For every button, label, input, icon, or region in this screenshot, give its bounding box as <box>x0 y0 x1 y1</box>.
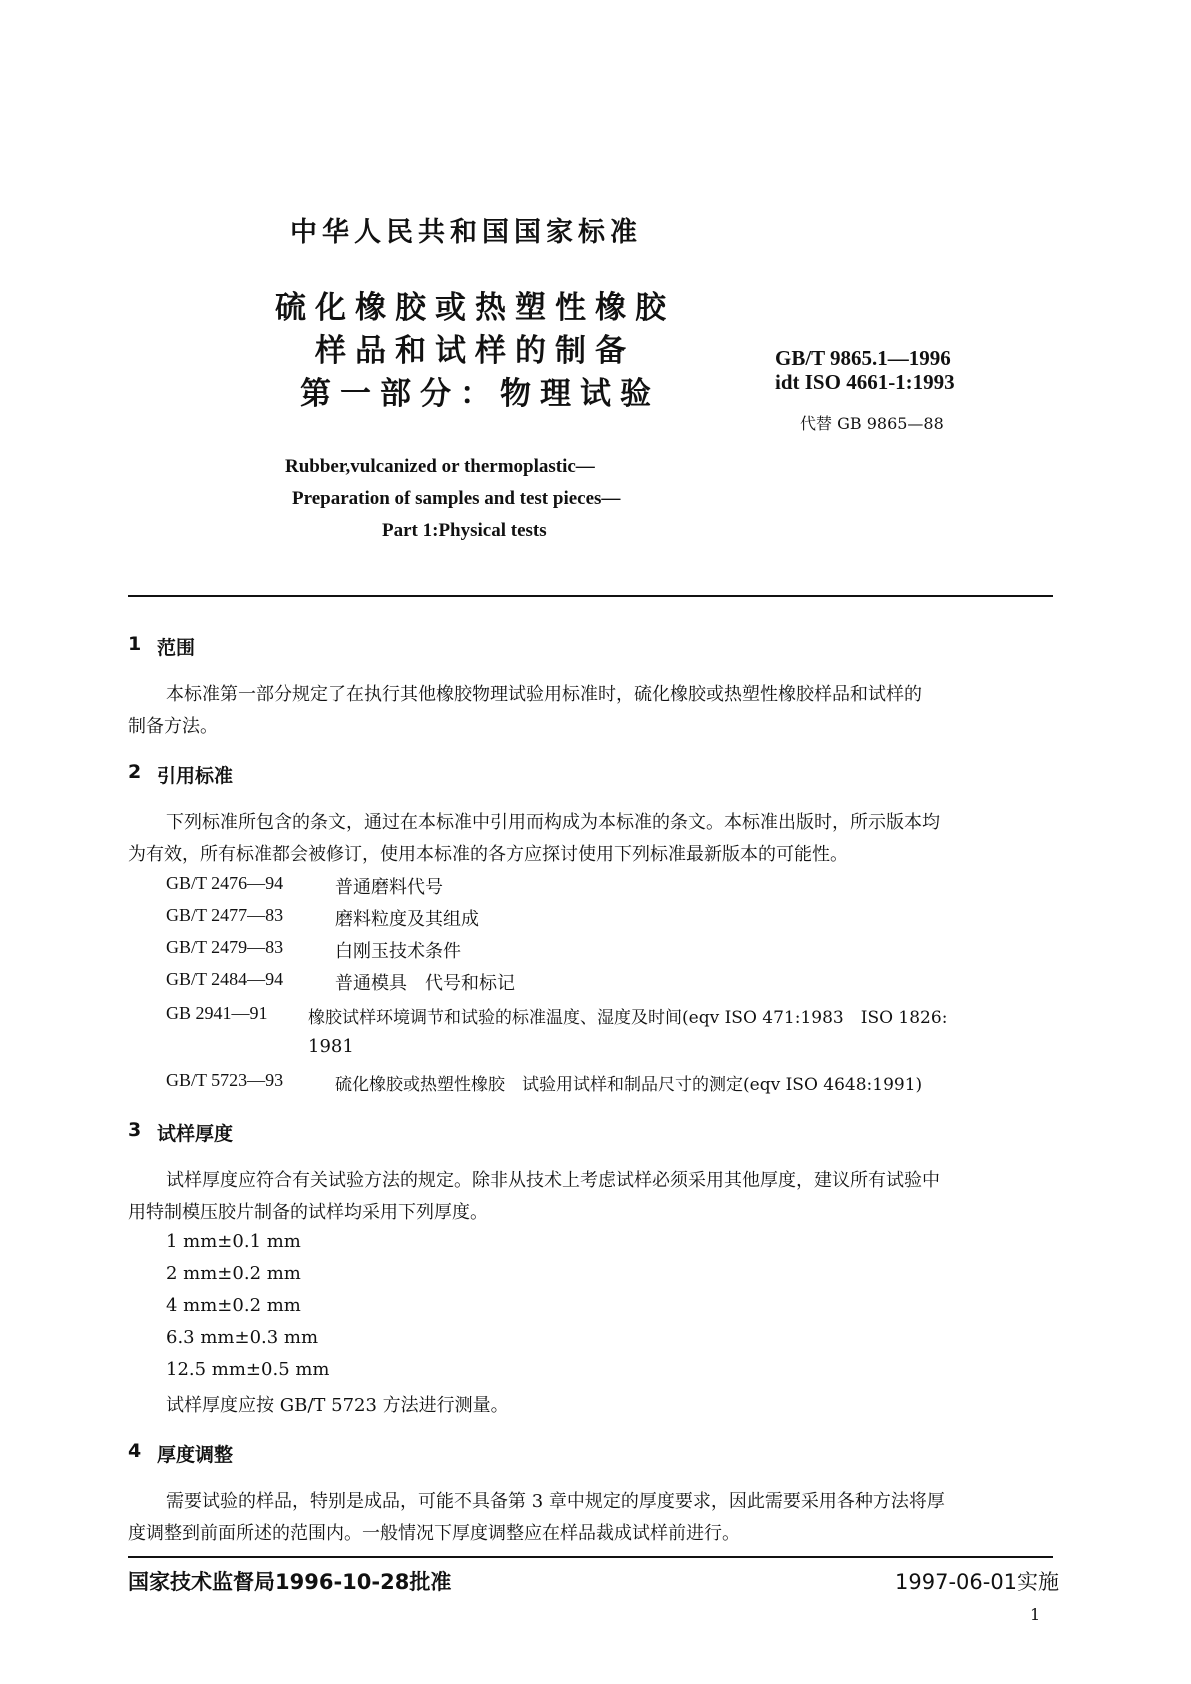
ref-title: 磨料粒度及其组成 <box>335 909 479 930</box>
page-number: 1 <box>1030 1605 1041 1624</box>
section-3-number: 3 <box>128 1119 142 1141</box>
section-1-para-line-2: 制备方法。 <box>128 716 218 737</box>
header-divider <box>128 595 1053 597</box>
section-3-para-line-2: 用特制模压胶片制备的试样均采用下列厚度。 <box>128 1202 488 1223</box>
idt-reference: idt ISO 4661-1:1993 <box>775 370 955 394</box>
standard-code: GB/T 9865.1—1996 <box>775 346 951 370</box>
ref-code: GB/T 2477—83 <box>166 905 284 925</box>
thickness-item: 6.3 mm±0.3 mm <box>166 1327 319 1348</box>
section-4-heading: 厚度调整 <box>157 1444 234 1466</box>
replaces-note: 代替 GB 9865—88 <box>800 414 944 433</box>
national-standard-heading: 中华人民共和国国家标准 <box>290 217 642 248</box>
thickness-item: 2 mm±0.2 mm <box>166 1263 301 1284</box>
ref-code: GB/T 5723—93 <box>166 1070 284 1090</box>
title-line-3: 第一部分：物理试验 <box>300 376 660 412</box>
ref-title: 普通磨料代号 <box>335 877 443 898</box>
ref-code: GB/T 2476—94 <box>166 873 284 893</box>
ref-title-continued: 1981 <box>308 1036 354 1057</box>
ref-code: GB 2941—91 <box>166 1003 268 1023</box>
section-1-heading: 范围 <box>157 637 196 659</box>
section-4-para-line-1: 需要试验的样品，特别是成品，可能不具备第 3 章中规定的厚度要求，因此需要采用各种方法将厚 <box>166 1491 945 1512</box>
english-title-line-3: Part 1:Physical tests <box>382 520 547 541</box>
measurement-note: 试样厚度应按 GB/T 5723 方法进行测量。 <box>166 1395 509 1416</box>
section-4-para-line-2: 度调整到前面所述的范围内。一般情况下厚度调整应在样品裁成试样前进行。 <box>128 1523 740 1544</box>
approval-line: 国家技术监督局1996-10-28批准 <box>128 1570 452 1594</box>
section-1-para-line-1: 本标准第一部分规定了在执行其他橡胶物理试验用标准时，硫化橡胶或热塑性橡胶样品和试样的 <box>166 684 922 705</box>
ref-title: 橡胶试样环境调节和试验的标准温度、湿度及时间(eqv ISO 471:1983 ISO 1826: <box>308 1008 948 1028</box>
section-2-number: 2 <box>128 761 142 783</box>
thickness-item: 4 mm±0.2 mm <box>166 1295 301 1316</box>
english-title-line-1: Rubber,vulcanized or thermoplastic— <box>285 456 595 477</box>
ref-title: 硫化橡胶或热塑性橡胶 试验用试样和制品尺寸的测定(eqv ISO 4648:1991) <box>335 1075 923 1095</box>
section-4-number: 4 <box>128 1440 142 1462</box>
effective-date-line: 1997-06-01实施 <box>895 1570 1060 1594</box>
english-title-line-2: Preparation of samples and test pieces— <box>292 488 621 509</box>
section-2-para-line-2: 为有效，所有标准都会被修订，使用本标准的各方应探讨使用下列标准最新版本的可能性。 <box>128 844 848 865</box>
ref-title: 普通模具 代号和标记 <box>335 973 515 994</box>
section-1-number: 1 <box>128 633 142 655</box>
footer-divider <box>128 1556 1053 1558</box>
section-2-para-line-1: 下列标准所包含的条文，通过在本标准中引用而构成为本标准的条文。本标准出版时，所示版本均 <box>166 812 940 833</box>
title-line-1: 硫化橡胶或热塑性橡胶 <box>275 290 675 326</box>
ref-title: 白刚玉技术条件 <box>335 941 461 962</box>
section-3-heading: 试样厚度 <box>157 1123 234 1145</box>
ref-code: GB/T 2484—94 <box>166 969 284 989</box>
section-3-para-line-1: 试样厚度应符合有关试验方法的规定。除非从技术上考虑试样必须采用其他厚度，建议所有试验中 <box>166 1170 940 1191</box>
thickness-item: 1 mm±0.1 mm <box>166 1231 301 1252</box>
thickness-item: 12.5 mm±0.5 mm <box>166 1359 330 1380</box>
section-2-heading: 引用标准 <box>157 765 234 787</box>
ref-code: GB/T 2479—83 <box>166 937 284 957</box>
title-line-2: 样品和试样的制备 <box>315 333 635 369</box>
